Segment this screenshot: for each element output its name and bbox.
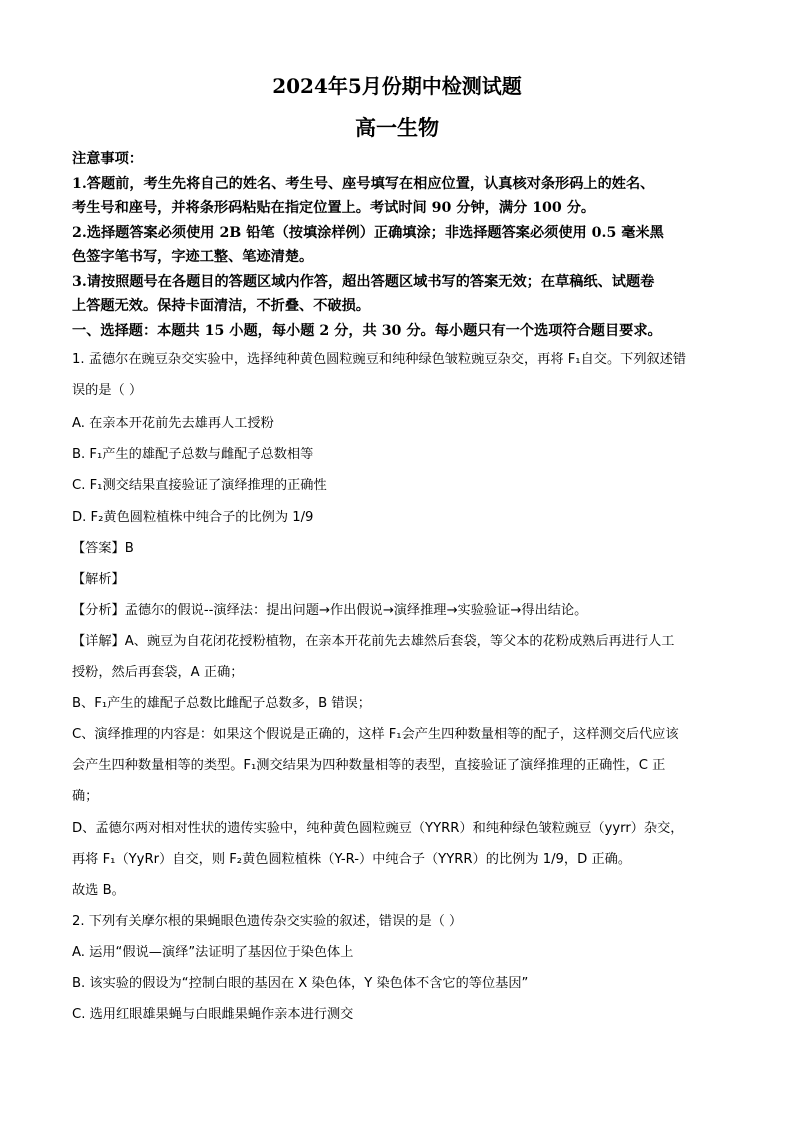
q1-option-c: C. F₁测交结果直接验证了演绎推理的正确性 — [72, 478, 327, 493]
page-subtitle: 高一生物 — [355, 115, 439, 140]
q1-explain-c-line-2: 会产生四种数量相等的类型。F₁测交结果为四种数量相等的表型，直接验证了演绎推理的正确性，C 正 — [72, 758, 666, 773]
q1-explain-b: B、F₁产生的雄配子总数比雌配子总数多，B 错误； — [72, 696, 371, 711]
q1-stem-line-1: 1. 孟德尔在豌豆杂交实验中，选择纯种黄色圆粒豌豆和纯种绿色皱粒豌豆杂交，再将 F₁自交。下列叙述错 — [72, 352, 687, 367]
page-title: 2024年5月份期中检测试题 — [272, 74, 522, 98]
q2-option-a: A. 运用“假说—演绎”法证明了基因位于染色体上 — [72, 945, 354, 960]
q1-xiangjie-line-1: 【详解】A、豌豆为自花闭花授粉植物，在亲本开花前先去雄然后套袋，等父本的花粉成熟后再进行人工 — [72, 634, 675, 649]
q2-stem: 2. 下列有关摩尔根的果蝇眼色遗传杂交实验的叙述，错误的是（ ） — [72, 914, 463, 929]
q1-analysis-label: 【解析】 — [72, 572, 125, 587]
q1-option-b: B. F₁产生的雄配子总数与雌配子总数相等 — [72, 447, 314, 462]
q1-fenxi: 【分析】孟德尔的假说--演绎法：提出问题→作出假说→演绎推理→实验验证→得出结论。 — [72, 603, 588, 618]
q1-option-d: D. F₂黄色圆粒植株中纯合子的比例为 1/9 — [72, 510, 314, 525]
notes-item-3-line-1: 3.请按照题号在各题目的答题区域内作答，超出答题区域书写的答案无效；在草稿纸、试题卷 — [72, 274, 655, 290]
q1-conclusion: 故选 B。 — [72, 883, 125, 898]
q1-explain-c-line-1: C、演绎推理的内容是：如果这个假说是正确的，这样 F₁会产生四种数量相等的配子，这样测交后代应该 — [72, 727, 679, 742]
notes-item-2-line-2: 色签字笔书写，字迹工整、笔迹清楚。 — [72, 249, 314, 265]
q1-explain-c-line-3: 确； — [72, 789, 99, 804]
section-heading: 一、选择题：本题共 15 小题，每小题 2 分，共 30 分。每小题只有一个选项符合题目要求。 — [72, 323, 662, 339]
q1-answer: 【答案】B — [72, 541, 134, 556]
q1-explain-d-line-1: D、孟德尔两对相对性状的遗传实验中，纯种黄色圆粒豌豆（YYRR）和纯种绿色皱粒豌豆（yyrr）杂交， — [72, 821, 684, 836]
q1-option-a: A. 在亲本开花前先去雄再人工授粉 — [72, 416, 274, 431]
q1-stem-line-2: 误的是（ ） — [72, 383, 143, 398]
q1-explain-d-line-2: 再将 F₁（YyRr）自交，则 F₂黄色圆粒植株（Y-R-）中纯合子（YYRR）的比例为 1/9，D 正确。 — [72, 852, 632, 867]
q2-option-c: C. 选用红眼雄果蝇与白眼雌果蝇作亲本进行测交 — [72, 1007, 354, 1022]
notes-item-3-line-2: 上答题无效。保持卡面清洁，不折叠、不破损。 — [72, 298, 370, 314]
q2-option-b: B. 该实验的假设为“控制白眼的基因在 X 染色体，Y 染色体不含它的等位基因” — [72, 976, 529, 991]
notes-item-2-line-1: 2.选择题答案必须使用 2B 铅笔（按填涂样例）正确填涂；非选择题答案必须使用 0.5 毫米黑 — [72, 225, 664, 241]
notes-item-1-line-1: 1.答题前，考生先将自己的姓名、考生号、座号填写在相应位置，认真核对条形码上的姓名、 — [72, 176, 655, 192]
notes-item-1-line-2: 考生号和座号，并将条形码粘贴在指定位置上。考试时间 90 分钟，满分 100 分。 — [72, 200, 596, 216]
q1-xiangjie-line-2: 授粉，然后再套袋，A 正确； — [72, 665, 244, 680]
notes-heading: 注意事项： — [72, 151, 143, 167]
